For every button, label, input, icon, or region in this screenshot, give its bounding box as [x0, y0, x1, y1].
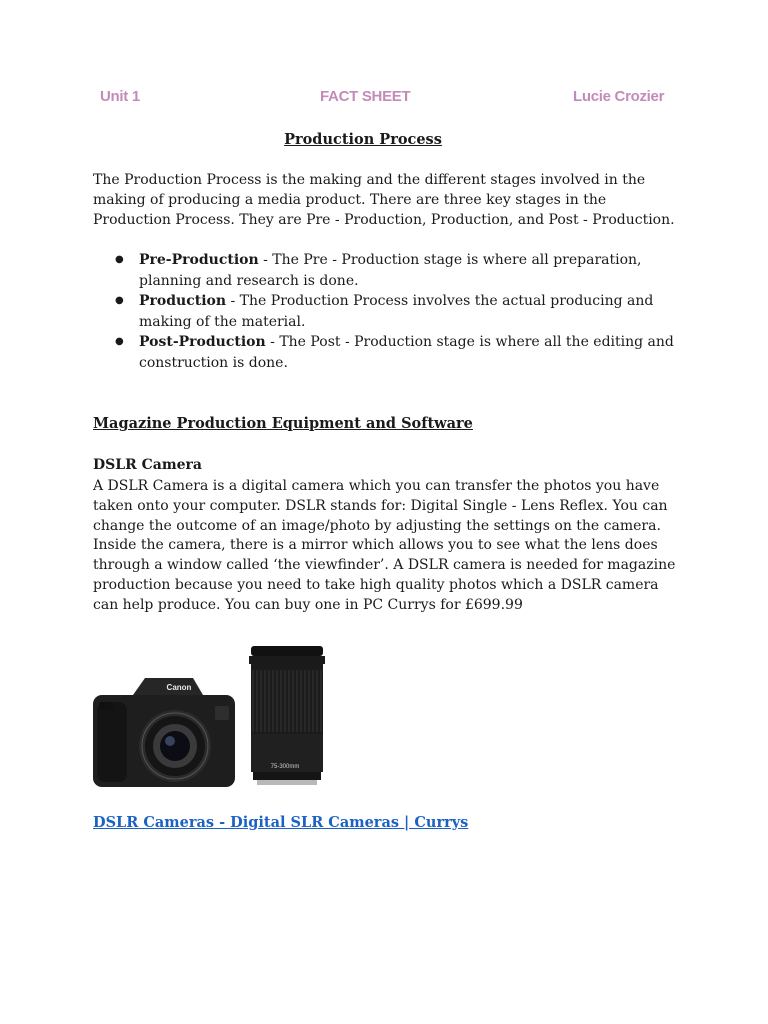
camera-body-image — [93, 678, 235, 787]
stage-term: Post-Production — [139, 334, 266, 350]
telephoto-lens-image — [249, 646, 325, 785]
dslr-camera-image — [93, 640, 333, 790]
page-title: Production Process — [284, 131, 442, 148]
stages-list — [93, 250, 683, 373]
list-item — [93, 291, 683, 332]
dslr-paragraph: A DSLR Camera is a digital camera which you can transfer the photos you have taken onto your computer. DSLR stands for: Digital Single - Lens Reflex. You can change the outcome of an image/photo by adjusting the settings on the camera. Inside the camera, there is a mirror which allows you to see what the lens does through a window called ‘the viewfinder’. A DSLR camera is needed for magazine production because you need to take high quality photos which a DSLR camera can help produce. You can buy one in PC Currys for £699.99 — [93, 478, 676, 613]
stage-description: - The Pre - Production stage is where all preparation, planning and research is done. — [139, 252, 642, 289]
currys-link[interactable]: DSLR Cameras - Digital SLR Cameras | Currys — [93, 814, 469, 831]
intro-paragraph: The Production Process is the making and the different stages involved in the making of producing a media product. There are three key stages in the Production Process. They are Pre - Production, Production, and Post - Production. — [93, 172, 675, 228]
camera-photos — [93, 640, 333, 790]
dslr-heading: DSLR Camera — [93, 457, 202, 473]
list-item — [93, 250, 683, 291]
fact-sheet-label: FACT SHEET — [320, 88, 411, 105]
stage-term: Pre-Production — [139, 252, 259, 268]
section-heading: Magazine Production Equipment and Software — [93, 415, 473, 432]
camera-brand-text: Canon — [166, 683, 192, 692]
stage-description: - The Post - Production stage is where all the editing and construction is done. — [139, 334, 674, 371]
unit-label: Unit 1 — [100, 88, 140, 105]
page-header — [0, 88, 768, 110]
list-item — [93, 332, 683, 373]
author-name: Lucie Crozier — [573, 88, 665, 105]
stage-term: Production — [139, 293, 227, 309]
lens-marking-text: 75-300mm — [270, 764, 300, 770]
stage-description: - The Production Process involves the actual producing and making of the material. — [139, 293, 654, 330]
